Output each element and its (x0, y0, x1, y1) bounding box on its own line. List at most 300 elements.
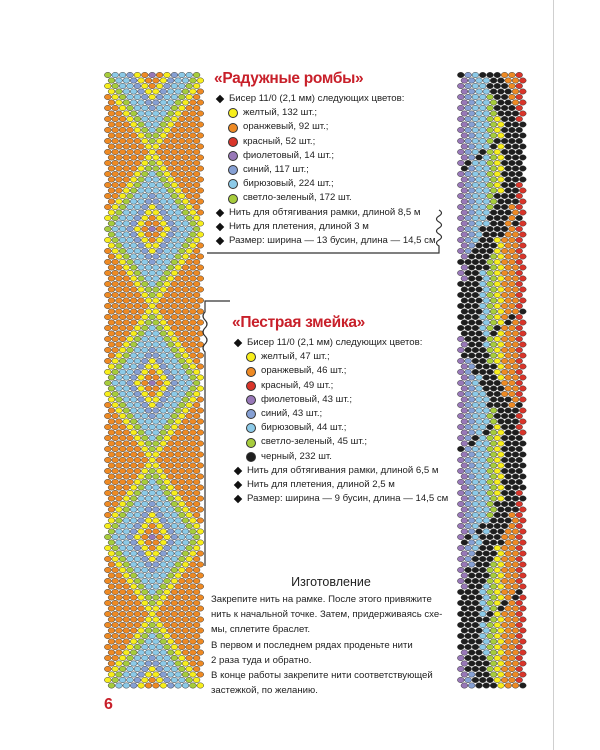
bead (476, 661, 483, 666)
bead (104, 160, 111, 165)
bead (127, 314, 134, 319)
bead (498, 584, 505, 589)
bead (468, 507, 475, 512)
bead (123, 177, 130, 182)
bead (472, 127, 479, 132)
bead (494, 424, 501, 429)
bead (516, 655, 523, 660)
bead (130, 155, 137, 160)
bead (112, 556, 119, 561)
bead (476, 199, 483, 204)
bead (197, 144, 204, 149)
bead (501, 534, 508, 539)
bead (153, 551, 160, 556)
bead (156, 622, 163, 627)
bead (104, 600, 111, 605)
bead (104, 149, 111, 154)
bead (505, 617, 512, 622)
bead (119, 116, 126, 121)
bead (490, 639, 497, 644)
bead (476, 463, 483, 468)
bead (138, 188, 145, 193)
bead (127, 105, 134, 110)
bead (512, 276, 519, 281)
bead (164, 479, 171, 484)
bead (134, 578, 141, 583)
bead (119, 655, 126, 660)
bead (127, 545, 134, 550)
bead (119, 479, 126, 484)
bead (193, 534, 200, 539)
bead (512, 78, 519, 83)
bead (104, 358, 111, 363)
bead (483, 463, 490, 468)
bead (512, 496, 519, 501)
bead (516, 358, 523, 363)
bead (505, 496, 512, 501)
bead (190, 133, 197, 138)
bead (178, 314, 185, 319)
bead (123, 430, 130, 435)
bead (494, 611, 501, 616)
bead (461, 617, 468, 622)
bead (178, 446, 185, 451)
bead (476, 144, 483, 149)
bead (182, 562, 189, 567)
bead (190, 595, 197, 600)
bead (175, 386, 182, 391)
bead (138, 584, 145, 589)
bead (138, 617, 145, 622)
bead (167, 606, 174, 611)
bead (178, 358, 185, 363)
bead (512, 683, 519, 688)
bead (160, 276, 167, 281)
bead (197, 100, 204, 105)
bead (156, 215, 163, 220)
bead (193, 116, 200, 121)
bead (145, 419, 152, 424)
bead (472, 468, 479, 473)
bead (156, 127, 163, 132)
bead (182, 606, 189, 611)
bead (501, 512, 508, 517)
bead (193, 237, 200, 242)
bead (141, 490, 148, 495)
bead (501, 281, 508, 286)
bead (164, 171, 171, 176)
bead (509, 127, 516, 132)
bead (498, 463, 505, 468)
bead (472, 314, 479, 319)
bead (130, 133, 137, 138)
bead (112, 281, 119, 286)
bead (509, 116, 516, 121)
bead (509, 314, 516, 319)
bead (479, 556, 486, 561)
bead (134, 556, 141, 561)
bead (505, 408, 512, 413)
bead (465, 215, 472, 220)
bead (461, 287, 468, 292)
bead (193, 171, 200, 176)
bead (519, 166, 526, 171)
bead (476, 276, 483, 281)
bead (193, 589, 200, 594)
bead (160, 628, 167, 633)
bead (190, 232, 197, 237)
bead (119, 226, 126, 231)
bead (193, 358, 200, 363)
bead (182, 199, 189, 204)
bead (138, 606, 145, 611)
bead (149, 413, 156, 418)
bead (160, 364, 167, 369)
bead (130, 584, 137, 589)
bead (461, 661, 468, 666)
bead (164, 303, 171, 308)
bead (141, 237, 148, 242)
bead (465, 424, 472, 429)
bead (112, 380, 119, 385)
bead (519, 584, 526, 589)
bead (119, 138, 126, 143)
bead (127, 490, 134, 495)
bead (505, 309, 512, 314)
bead (516, 380, 523, 385)
bead (490, 617, 497, 622)
bead (516, 149, 523, 154)
bead (149, 633, 156, 638)
bead (141, 512, 148, 517)
bead (476, 540, 483, 545)
bead (186, 325, 193, 330)
bead (182, 408, 189, 413)
bead (116, 452, 123, 457)
bead (130, 243, 137, 248)
bead (461, 573, 468, 578)
bead (476, 364, 483, 369)
bead (457, 270, 464, 275)
bead (141, 655, 148, 660)
bead-list-label: Бисер 11/0 (2,1 мм) следующих цветов: (214, 92, 436, 106)
bead (149, 259, 156, 264)
bead (164, 248, 171, 253)
bead (483, 111, 490, 116)
bead (156, 534, 163, 539)
bead (457, 523, 464, 528)
bead (472, 655, 479, 660)
bead (127, 303, 134, 308)
bead (509, 622, 516, 627)
bead (501, 369, 508, 374)
bead (167, 287, 174, 292)
bead (153, 507, 160, 512)
bead (175, 155, 182, 160)
bullet-diamond-icon (216, 208, 224, 216)
bead (494, 204, 501, 209)
bead (108, 485, 115, 490)
bead (153, 375, 160, 380)
bead (483, 661, 490, 666)
bead (164, 457, 171, 462)
bead (182, 496, 189, 501)
bead (119, 666, 126, 671)
bead (108, 100, 115, 105)
bead (490, 166, 497, 171)
bead (134, 248, 141, 253)
bead (138, 155, 145, 160)
bead (490, 452, 497, 457)
bead (164, 336, 171, 341)
bead (178, 94, 185, 99)
bead (127, 72, 134, 77)
manufacture-line: 2 раза туда и обратно. (211, 654, 312, 666)
bead (160, 518, 167, 523)
bead (167, 375, 174, 380)
bead (519, 210, 526, 215)
bead (190, 199, 197, 204)
bead (178, 534, 185, 539)
bead (479, 589, 486, 594)
bead (130, 320, 137, 325)
bead (186, 160, 193, 165)
bead (141, 270, 148, 275)
bead (134, 94, 141, 99)
bead (130, 529, 137, 534)
bead (193, 413, 200, 418)
bead (512, 408, 519, 413)
bead (182, 375, 189, 380)
bead (145, 551, 152, 556)
bead (186, 314, 193, 319)
bead (476, 683, 483, 688)
bead (193, 677, 200, 682)
bead (164, 347, 171, 352)
bead (141, 325, 148, 330)
bead (472, 160, 479, 165)
bead (476, 419, 483, 424)
bead (164, 666, 171, 671)
bead (498, 320, 505, 325)
bead (190, 540, 197, 545)
bead (190, 144, 197, 149)
bead (512, 221, 519, 226)
bead (472, 72, 479, 77)
bead (141, 149, 148, 154)
bead (182, 441, 189, 446)
bead (119, 347, 126, 352)
bead (116, 199, 123, 204)
bead (160, 309, 167, 314)
bead (476, 529, 483, 534)
bead (182, 287, 189, 292)
bead (104, 314, 111, 319)
bead (498, 100, 505, 105)
bead (193, 402, 200, 407)
bead (516, 446, 523, 451)
bead (108, 518, 115, 523)
bead (141, 358, 148, 363)
bead (516, 281, 523, 286)
bead (123, 573, 130, 578)
bead (516, 402, 523, 407)
bead (193, 523, 200, 528)
bead (483, 639, 490, 644)
bead (457, 347, 464, 352)
bead (112, 314, 119, 319)
bead (175, 122, 182, 127)
bead (465, 193, 472, 198)
bead (516, 600, 523, 605)
bead (197, 122, 204, 127)
bead (167, 100, 174, 105)
bead (519, 606, 526, 611)
bead (494, 468, 501, 473)
bead (519, 650, 526, 655)
bead (498, 122, 505, 127)
bead (164, 644, 171, 649)
bead (149, 83, 156, 88)
bead (119, 435, 126, 440)
bead (498, 672, 505, 677)
bead (156, 655, 163, 660)
bead (483, 254, 490, 259)
bead (501, 589, 508, 594)
bead (108, 298, 115, 303)
bead (494, 292, 501, 297)
bead (116, 122, 123, 127)
bead (123, 540, 130, 545)
bead (112, 182, 119, 187)
bead (104, 83, 111, 88)
bead (145, 122, 152, 127)
bead (119, 259, 126, 264)
bead (487, 193, 494, 198)
bead (505, 639, 512, 644)
bead (468, 287, 475, 292)
bead (512, 430, 519, 435)
bead (104, 171, 111, 176)
bead (178, 545, 185, 550)
bead (123, 485, 130, 490)
bead (104, 72, 111, 77)
bead (197, 287, 204, 292)
bead (472, 303, 479, 308)
bead (490, 650, 497, 655)
bead (149, 589, 156, 594)
bead (171, 215, 178, 220)
bead (178, 677, 185, 682)
bead (519, 628, 526, 633)
bead (193, 435, 200, 440)
bead (141, 446, 148, 451)
bead (490, 540, 497, 545)
bead (141, 479, 148, 484)
bead (108, 683, 115, 688)
bead (145, 617, 152, 622)
bead (127, 501, 134, 506)
bead (134, 380, 141, 385)
bead (479, 391, 486, 396)
bead (175, 144, 182, 149)
motley-snake-bead-pattern (457, 72, 527, 690)
bead (104, 633, 111, 638)
bead (190, 320, 197, 325)
bead (516, 391, 523, 396)
bead (119, 83, 126, 88)
bead (505, 441, 512, 446)
bead (498, 419, 505, 424)
bead (483, 232, 490, 237)
bead (182, 540, 189, 545)
bead (494, 182, 501, 187)
bead (512, 342, 519, 347)
bead (512, 507, 519, 512)
bead (104, 413, 111, 418)
bead (153, 221, 160, 226)
bead (145, 485, 152, 490)
bead (465, 567, 472, 572)
bead (461, 221, 468, 226)
bead (153, 364, 160, 369)
bead (130, 342, 137, 347)
bead (145, 188, 152, 193)
bead (193, 600, 200, 605)
bead (461, 540, 468, 545)
bead (160, 78, 167, 83)
bead (490, 331, 497, 336)
bead (108, 122, 115, 127)
bead (498, 639, 505, 644)
bead (141, 391, 148, 396)
bead (197, 628, 204, 633)
bead (505, 397, 512, 402)
bead (487, 677, 494, 682)
bead (509, 600, 516, 605)
bead (487, 138, 494, 143)
bead (487, 622, 494, 627)
bead (186, 468, 193, 473)
bead (182, 419, 189, 424)
bead (483, 672, 490, 677)
bead (108, 562, 115, 567)
lightgreen-bead-icon (246, 438, 256, 448)
bead (167, 298, 174, 303)
bead (104, 105, 111, 110)
bead (156, 435, 163, 440)
bead (156, 666, 163, 671)
bead (186, 259, 193, 264)
bead (476, 650, 483, 655)
bead (130, 287, 137, 292)
bead (494, 512, 501, 517)
bead (476, 221, 483, 226)
bead (156, 160, 163, 165)
bead (149, 204, 156, 209)
bead (190, 430, 197, 435)
bead (145, 177, 152, 182)
bead (487, 347, 494, 352)
bead (483, 188, 490, 193)
bead (476, 430, 483, 435)
bead (149, 600, 156, 605)
bead (193, 545, 200, 550)
bead (472, 325, 479, 330)
bead (516, 127, 523, 132)
bead (494, 479, 501, 484)
bead (472, 270, 479, 275)
